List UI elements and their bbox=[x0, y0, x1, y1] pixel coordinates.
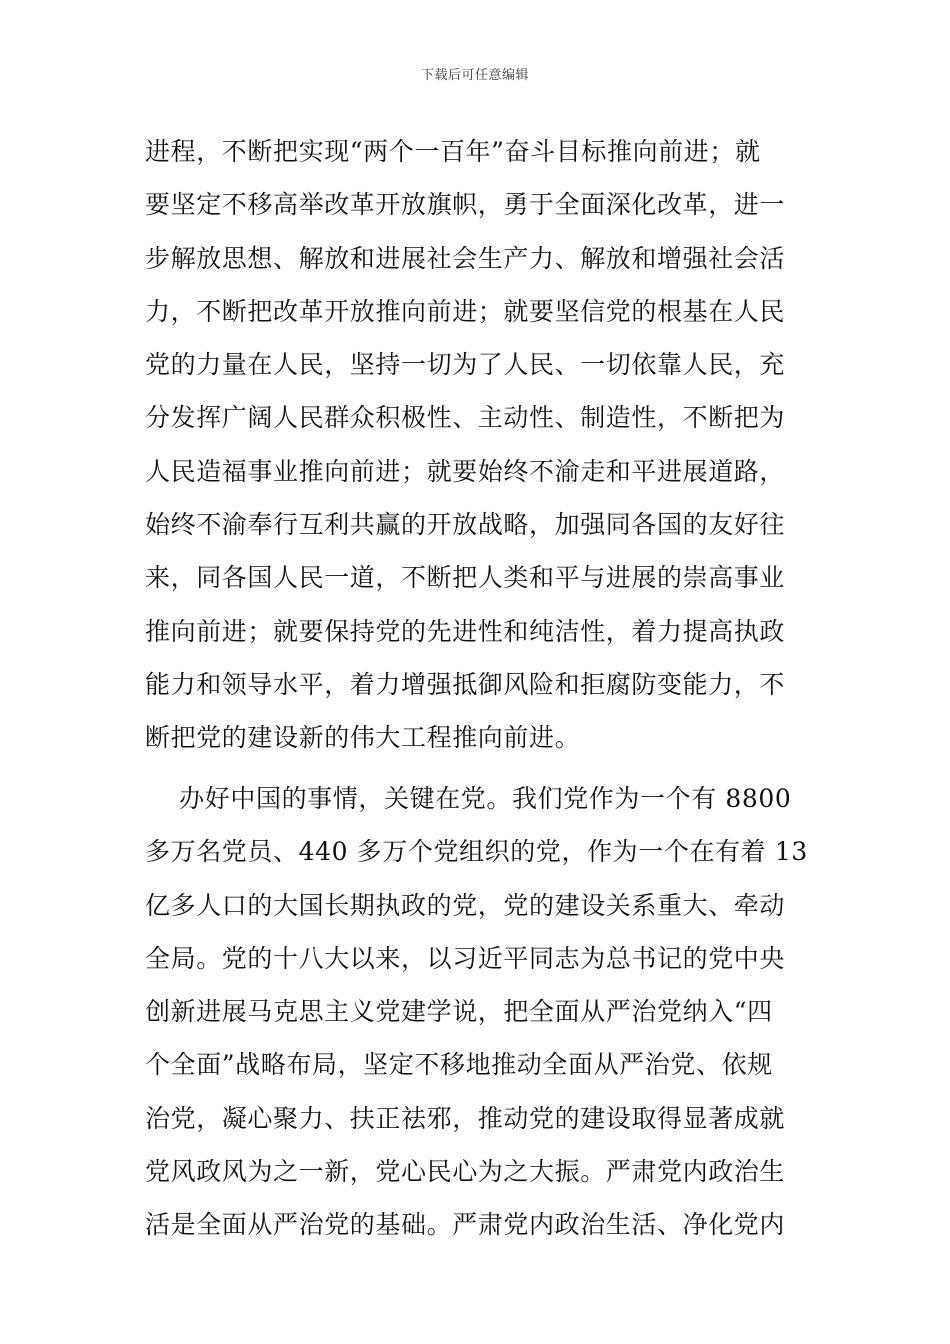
text-line: 办好中国的事情，关键在党。我们党作为一个有 8800 bbox=[145, 784, 792, 813]
page-header: 下载后可任意编辑 bbox=[420, 68, 529, 83]
text-line: 治党，凝心聚力、扶正祛邪，推动党的建设取得显著成就 bbox=[145, 1103, 786, 1133]
text-line: 亿多人口的大国长期执政的党，党的建设关系重大、牵动 bbox=[145, 890, 786, 920]
text-line: 进程，不断把实现“两个一百年”奋斗目标推向前进；就 bbox=[145, 137, 761, 166]
text-line: 党的力量在人民，坚持一切为了人民、一切依靠人民，充 bbox=[145, 350, 786, 380]
text-line: 个全面”战略布局，坚定不移地推动全面从严治党、依规 bbox=[145, 1050, 773, 1080]
paragraph-2 bbox=[145, 772, 810, 1252]
text-line: 能力和领导水平，着力增强抵御风险和拒腐防变能力，不 bbox=[145, 669, 786, 699]
text-line: 步解放思想、解放和进展社会生产力、解放和增强社会活 bbox=[145, 243, 786, 273]
text-line: 始终不渝奉行互利共赢的开放战略，加强同各国的友好往 bbox=[145, 510, 786, 540]
paragraph-1 bbox=[145, 125, 810, 765]
text-line: 要坚定不移高举改革开放旗帜，勇于全面深化改革，进一 bbox=[145, 190, 786, 220]
text-line: 党风政风为之一新，党心民心为之大振。严肃党内政治生 bbox=[145, 1157, 786, 1187]
text-line: 多万名党员、440 多万个党组织的党，作为一个在有着 13 bbox=[145, 837, 808, 867]
text-line: 全局。党的十八大以来，以习近平同志为总书记的党中央 bbox=[145, 943, 786, 973]
text-line: 人民造福事业推向前进；就要始终不渝走和平进展道路， bbox=[145, 456, 786, 486]
text-line: 活是全面从严治党的基础。严肃党内政治生活、净化党内 bbox=[145, 1210, 786, 1240]
text-line: 断把党的建设新的伟大工程推向前进。 bbox=[145, 723, 581, 753]
text-line: 分发挥广阔人民群众积极性、主动性、制造性，不断把为 bbox=[145, 403, 786, 433]
text-line: 来，同各国人民一道，不断把人类和平与进展的崇高事业 bbox=[145, 563, 786, 593]
text-line: 推向前进；就要保持党的先进性和纯洁性，着力提高执政 bbox=[145, 616, 786, 646]
text-line: 力，不断把改革开放推向前进；就要坚信党的根基在人民 bbox=[145, 296, 786, 326]
text-line: 创新进展马克思主义党建学说，把全面从严治党纳入“四 bbox=[145, 997, 773, 1027]
